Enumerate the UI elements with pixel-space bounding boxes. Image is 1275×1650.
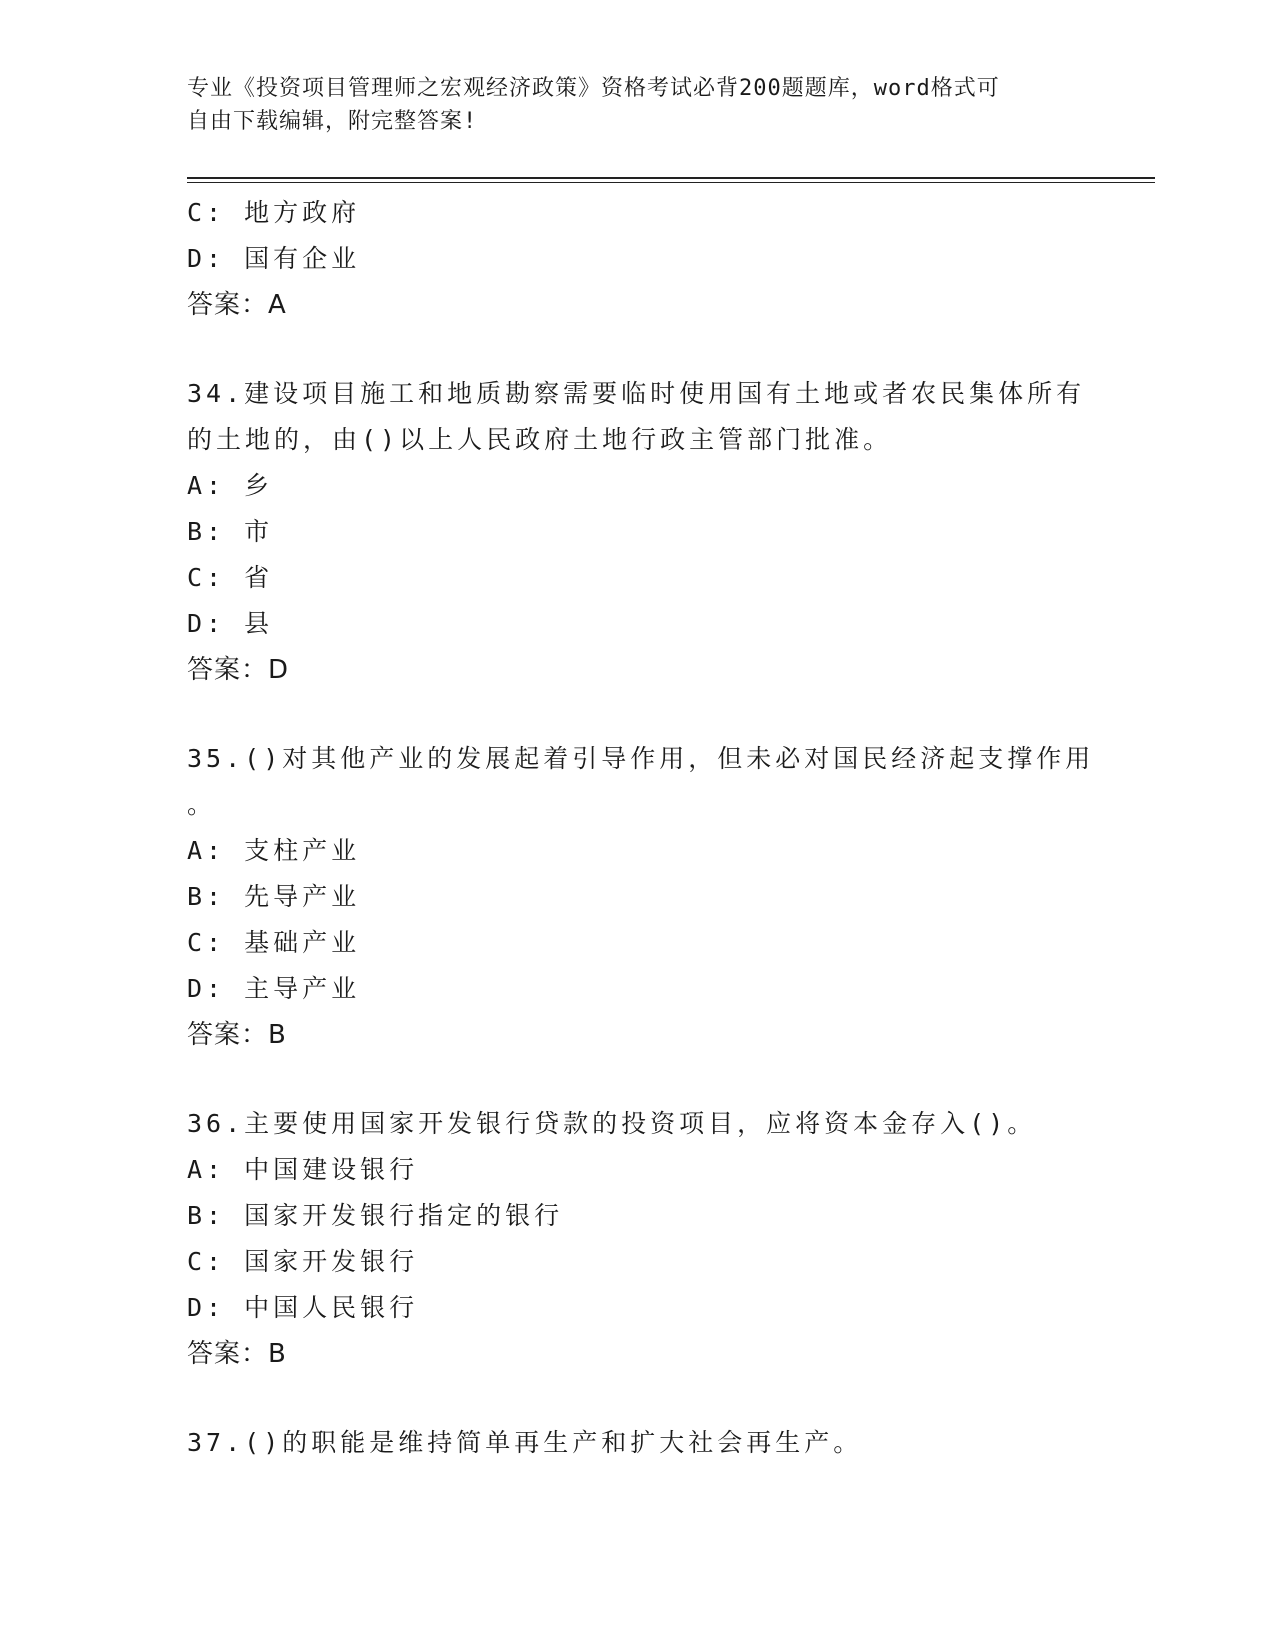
answer-line: 答案：A <box>187 290 287 320</box>
option-d: D: 县 <box>187 609 274 638</box>
option-c: C: 地方政府 <box>187 198 361 227</box>
question-35 <box>187 736 1095 1058</box>
option-b: B: 市 <box>187 517 274 546</box>
question-34 <box>187 371 1087 693</box>
option-a: A: 乡 <box>187 471 274 500</box>
option-c: C: 国家开发银行 <box>187 1247 419 1276</box>
question-36 <box>187 1101 1087 1377</box>
document-header <box>187 72 1087 138</box>
question-stem: 的土地的，由()以上人民政府土地行政主管部门批准。 <box>187 425 893 454</box>
option-a: A: 支柱产业 <box>187 836 361 865</box>
option-a: A: 中国建设银行 <box>187 1155 419 1184</box>
option-b: B: 国家开发银行指定的银行 <box>187 1201 564 1230</box>
option-d: D: 主导产业 <box>187 974 361 1003</box>
question-stem: 37.()的职能是维持简单再生产和扩大社会再生产。 <box>187 1428 863 1457</box>
question-stem: 35.()对其他产业的发展起着引导作用，但未必对国民经济起支撑作用 <box>187 744 1095 773</box>
question-33-tail <box>187 190 1087 328</box>
header-line-2: 自由下载编辑，附完整答案! <box>187 109 478 134</box>
option-d: D: 中国人民银行 <box>187 1293 419 1322</box>
option-b: B: 先导产业 <box>187 882 361 911</box>
question-stem: 。 <box>187 790 217 819</box>
option-d: D: 国有企业 <box>187 244 361 273</box>
answer-line: 答案：D <box>187 655 290 685</box>
question-stem: 36.主要使用国家开发银行贷款的投资项目，应将资本金存入()。 <box>187 1109 1037 1138</box>
question-stem: 34.建设项目施工和地质勘察需要临时使用国有土地或者农民集体所有 <box>187 379 1086 408</box>
question-list <box>187 190 1095 1466</box>
answer-line: 答案：B <box>187 1339 287 1369</box>
answer-line: 答案：B <box>187 1020 287 1050</box>
header-divider <box>187 177 1155 183</box>
header-line-1: 专业《投资项目管理师之宏观经济政策》资格考试必背200题题库，word格式可 <box>187 76 1000 101</box>
option-c: C: 基础产业 <box>187 928 361 957</box>
option-c: C: 省 <box>187 563 274 592</box>
question-37 <box>187 1420 1087 1466</box>
